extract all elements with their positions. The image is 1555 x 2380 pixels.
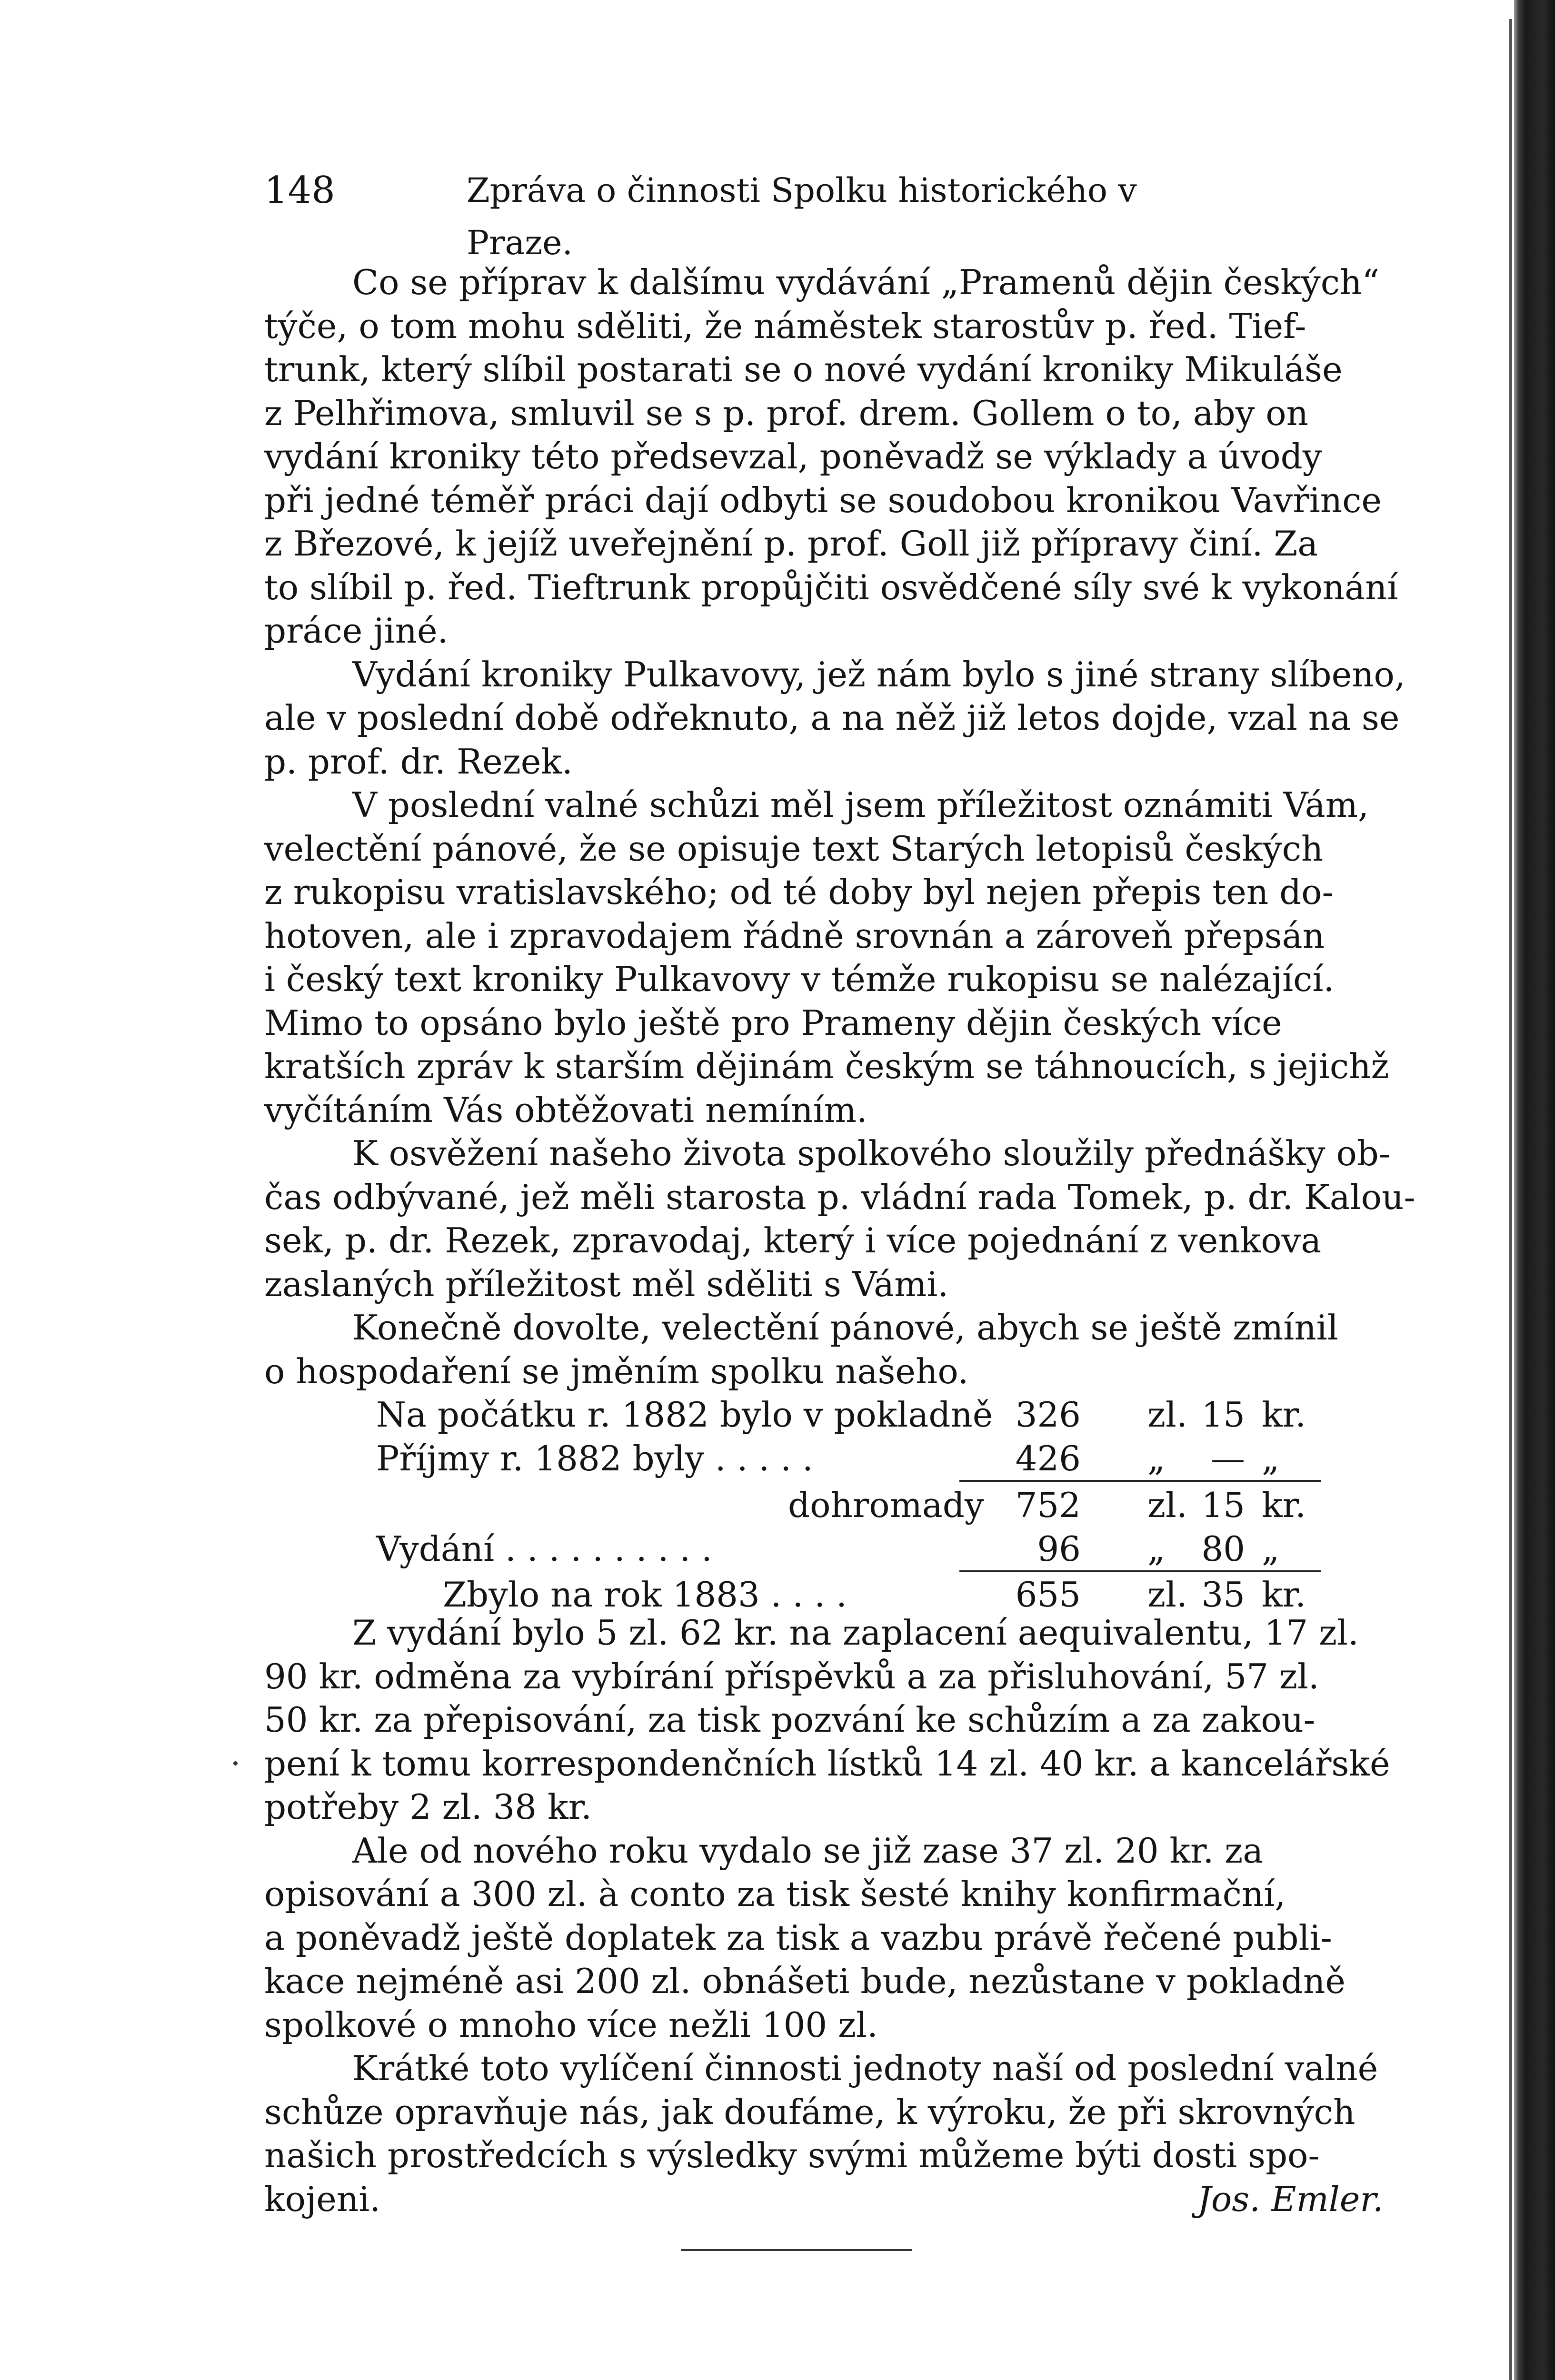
account-kr: 15 — [1201, 1485, 1245, 1525]
text-line: kojeni. — [264, 2179, 381, 2219]
text-line: Z vydání bylo 5 zl. 62 kr. na zaplacení aequivalentu, 17 zl. — [352, 1613, 1359, 1653]
text-line: pení k tomu korrespondenčních lístků 14 zl. 40 kr. a kancelářské — [264, 1743, 1390, 1784]
text-line: z Březové, k jejíž uveřejnění p. prof. Goll již přípravy činí. Za — [264, 524, 1318, 564]
text-line: ale v poslední době odřeknuto, a na něž již letos dojde, vzal na se — [264, 698, 1400, 738]
text-line: kratších zpráv k starším dějinám českým se táhnoucích, s jejichž — [264, 1046, 1389, 1086]
text-line: z Pelhřimova, smluvil se s p. prof. drem. Gollem o to, aby on — [264, 393, 1309, 433]
text-line: kace nejméně asi 200 zl. obnášeti bude, nezůstane v pokladně — [264, 1961, 1346, 2001]
text-line: velectění pánové, že se opisuje text Starých letopisů českých — [264, 828, 1324, 869]
account-zl: 752 — [1015, 1485, 1081, 1525]
paragraph-pulkava — [264, 653, 1407, 784]
page-edge-line — [1509, 19, 1512, 2380]
text-line: Co se příprav k dalšímu vydávání „Pramenů dějin českých“ — [352, 262, 1380, 302]
account-kr-unit: „ — [1262, 1438, 1280, 1478]
text-line: o hospodaření se jměním spolku našeho. — [264, 1351, 969, 1391]
paragraph-finances-intro — [264, 1306, 1407, 1393]
account-label: Zbylo na rok 1883 . . . . — [443, 1575, 847, 1615]
account-row — [264, 1437, 1321, 1481]
text-line: to slíbil p. řed. Tieftrunk propůjčiti osvědčené síly své k vykonání — [264, 567, 1398, 607]
page-body — [264, 261, 1415, 2221]
account-kr: 80 — [1201, 1528, 1245, 1569]
account-kr: — — [1211, 1438, 1245, 1478]
account-kr: 15 — [1201, 1395, 1245, 1435]
account-kr-unit: kr. — [1262, 1395, 1306, 1435]
account-label: Na počátku r. 1882 bylo v pokladně — [376, 1395, 993, 1435]
account-label: Vydání . . . . . . . . . . — [376, 1528, 712, 1569]
text-line: schůze opravňuje nás, jak doufáme, k výroku, že při skrovných — [264, 2092, 1356, 2132]
account-zl-unit: „ — [1147, 1438, 1166, 1478]
page-header — [264, 164, 1231, 262]
text-line: vydání kroniky této předsevzal, poněvadž se výklady a úvody — [264, 436, 1322, 476]
print-speck — [233, 1761, 238, 1765]
text-line: zaslaných příležitost měl sděliti s Vámi. — [264, 1264, 949, 1304]
text-line: trunk, který slíbil postarati se o nové vydání kroniky Mikuláše — [264, 349, 1343, 389]
text-line: sek, p. dr. Rezek, zpravodaj, který i více pojednání z venkova — [264, 1220, 1322, 1260]
text-line: při jedné téměř práci dají odbyti se soudobou kronikou Vavřince — [264, 480, 1382, 520]
page-number: 148 — [264, 169, 335, 212]
text-line: V poslední valné schůzi měl jsem příležitost oznámiti Vám, — [352, 785, 1369, 825]
sum-rule — [959, 1570, 1321, 1572]
text-line: Krátké toto vylíčení činnosti jednoty naší od poslední valné — [352, 2048, 1378, 2088]
paragraph-preparations — [264, 261, 1407, 653]
text-line: Vydání kroniky Pulkavovy, jež nám bylo s jiné strany slíbeno, — [352, 654, 1405, 694]
text-line: Konečně dovolte, velectění pánové, abych se ještě zmínil — [352, 1308, 1338, 1348]
account-zl: 96 — [1037, 1528, 1081, 1569]
account-row — [264, 1484, 1321, 1527]
closing-rule — [681, 2249, 912, 2251]
paragraph-lectures — [264, 1132, 1415, 1306]
text-line: a poněvadž ještě doplatek za tisk a vazbu právě řečené publi- — [264, 1917, 1332, 1958]
text-line: z rukopisu vratislavského; od té doby byl nejen přepis ten do- — [264, 872, 1334, 912]
text-line: čas odbývané, jež měli starosta p. vládní rada Tomek, p. dr. Kalou- — [264, 1177, 1415, 1217]
paragraph-chronicles — [264, 783, 1407, 1132]
account-zl-unit: zl. — [1147, 1395, 1187, 1435]
account-zl: 426 — [1015, 1438, 1081, 1478]
text-line: Ale od nového roku vydalo se již zase 37 zl. 20 kr. za — [352, 1830, 1264, 1871]
text-line: p. prof. dr. Rezek. — [264, 741, 573, 782]
account-kr-unit: „ — [1262, 1528, 1280, 1569]
text-line: našich prostředcích s výsledky svými můžeme býti dosti spo- — [264, 2135, 1320, 2175]
text-line: spolkové o mnoho více nežli 100 zl. — [264, 2004, 878, 2045]
text-line: 90 kr. odměna za vybírání příspěvků a za přisluhování, 57 zl. — [264, 1656, 1319, 1696]
text-line: Mimo to opsáno bylo ještě pro Prameny dějin českých více — [264, 1002, 1282, 1043]
page-edge-shadow — [1514, 0, 1555, 2380]
paragraph-expenses — [264, 1611, 1407, 1829]
text-line: hotoven, ale i zpravodajem řádně srovnán a zároveň přepsán — [264, 915, 1325, 956]
account-zl-unit: zl. — [1147, 1575, 1187, 1615]
text-line: opisování a 300 zl. à conto za tisk šesté knihy konfirmační, — [264, 1874, 1286, 1914]
author-signature: Jos. Emler. — [1197, 2179, 1384, 2219]
account-zl-unit: zl. — [1147, 1485, 1187, 1525]
text-line: 50 kr. za přepisování, za tisk pozvání ke schůzím a za zakou- — [264, 1700, 1316, 1740]
account-kr-unit: kr. — [1262, 1575, 1306, 1615]
account-row — [264, 1527, 1321, 1571]
account-row — [264, 1393, 1321, 1437]
account-label: dohromady — [788, 1485, 984, 1525]
account-zl-unit: „ — [1147, 1528, 1166, 1569]
text-line: i český text kroniky Pulkavovy v témže rukopisu se nalézající. — [264, 959, 1335, 999]
sum-rule — [959, 1480, 1321, 1482]
account-zl: 326 — [1015, 1395, 1081, 1435]
account-kr-unit: kr. — [1262, 1485, 1306, 1525]
account-kr: 35 — [1201, 1575, 1245, 1615]
text-line: vyčítáním Vás obtěžovati nemíním. — [264, 1090, 867, 1130]
account-label: Příjmy r. 1882 byly . . . . . — [376, 1438, 813, 1478]
paragraph-new-year — [264, 1829, 1407, 2047]
text-line: týče, o tom mohu sděliti, že náměstek starostův p. řed. Tief- — [264, 306, 1306, 346]
accounts-table — [264, 1393, 1407, 1615]
paragraph-conclusion — [264, 2047, 1407, 2221]
text-line: potřeby 2 zl. 38 kr. — [264, 1787, 592, 1827]
text-line-with-signature — [264, 2178, 1407, 2221]
text-line: práce jiné. — [264, 611, 449, 651]
text-line: K osvěžení našeho života spolkového sloužily přednášky ob- — [352, 1133, 1391, 1173]
account-row — [264, 1573, 1321, 1617]
running-title: Zpráva o činnosti Spolku historického v Praze. — [467, 171, 1137, 262]
account-zl: 655 — [1015, 1575, 1081, 1615]
